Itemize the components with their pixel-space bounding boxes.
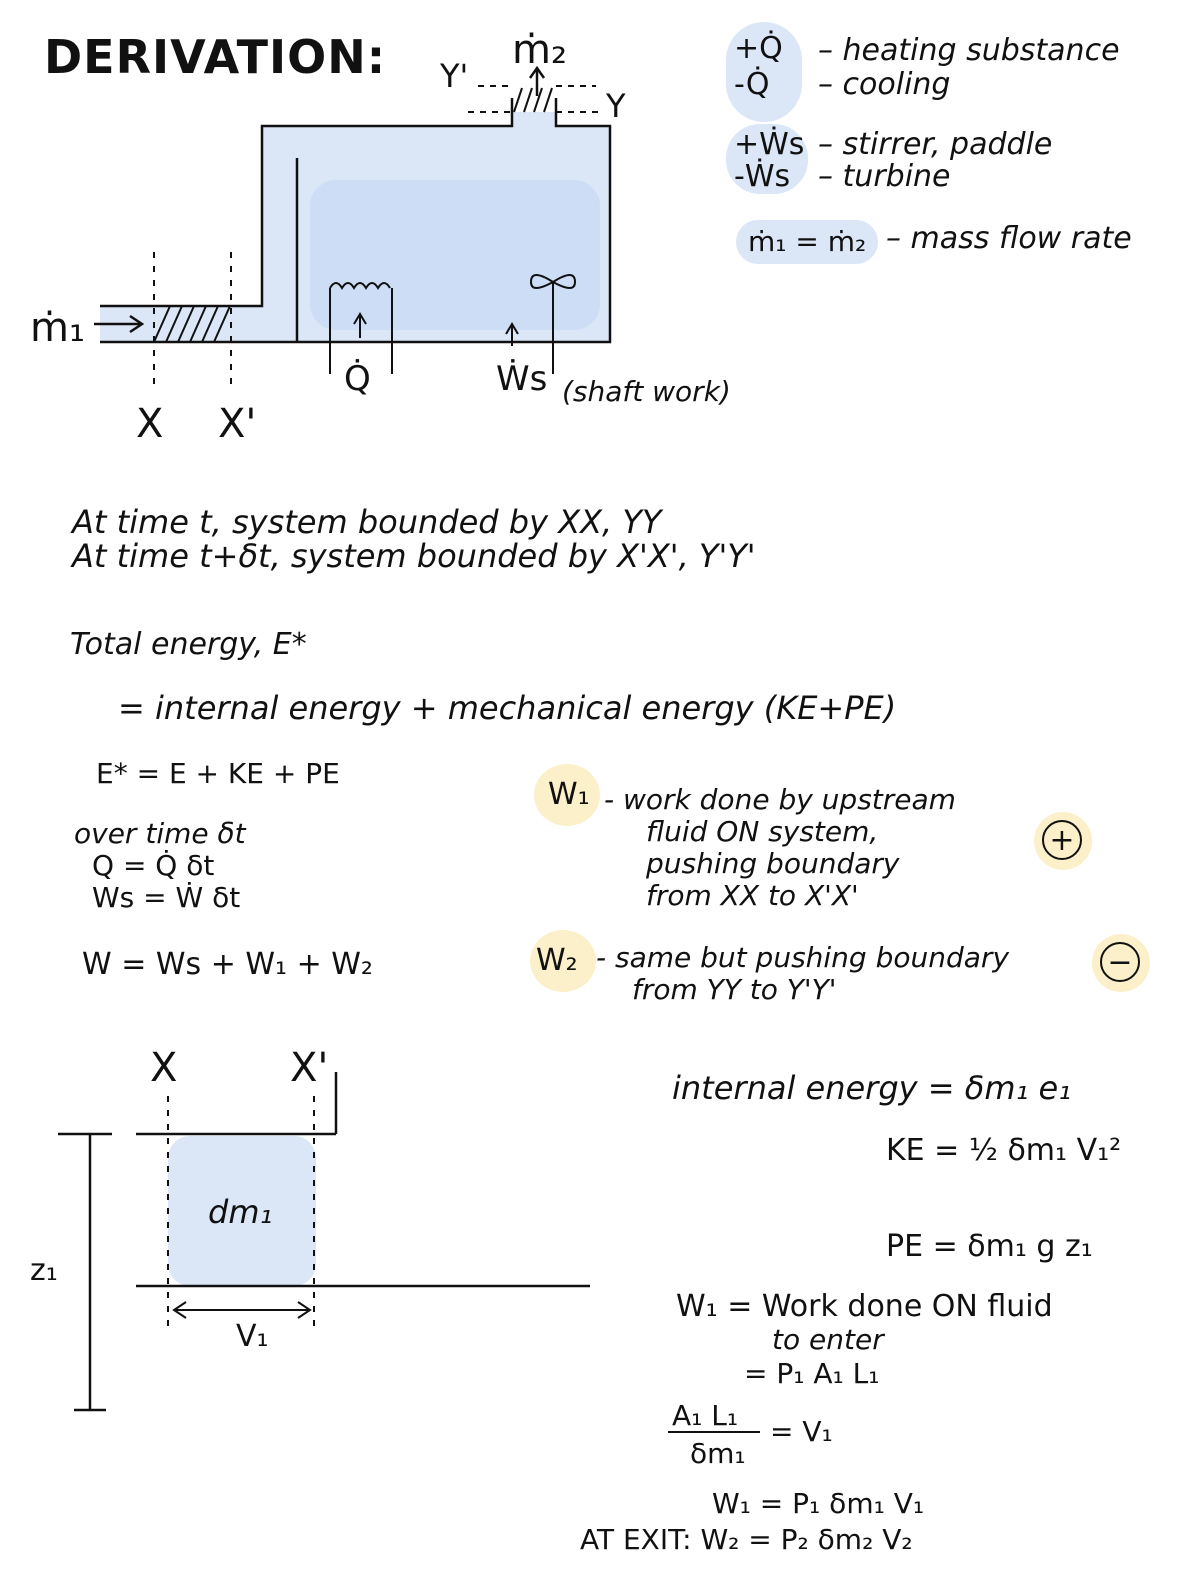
heat-over-time: Q = Q̇ δt <box>92 849 215 882</box>
w1-formula-2: to enter <box>772 1323 884 1356</box>
system-fill-inner <box>310 180 600 330</box>
label-y: Y <box>606 87 626 125</box>
label-x-prime: X' <box>218 401 257 447</box>
legend-sym-heat: +Q̇ <box>734 31 783 66</box>
legend-desc-turbine: – turbine <box>818 159 951 194</box>
legend-desc-mass: – mass flow rate <box>886 221 1132 256</box>
fraction-result: = V₁ <box>770 1415 833 1448</box>
velocity-label: V₁ <box>236 1319 269 1354</box>
inlet-mass-flow-label: ṁ₁ <box>30 305 85 351</box>
slug-label-x: X <box>150 1045 178 1091</box>
w2-symbol: W₂ <box>536 943 578 978</box>
boundary-note-t: At time t, system bounded by XX, YY <box>72 503 662 541</box>
total-energy-heading: Total energy, E* <box>70 627 307 662</box>
exit-work-formula: AT EXIT: W₂ = P₂ δm₂ V₂ <box>580 1523 913 1556</box>
label-y-prime: Y' <box>440 57 469 95</box>
boundary-note-t-dt: At time t+δt, system bounded by X'X', Y'Y' <box>72 537 756 575</box>
w1-result: W₁ = P₁ δm₁ V₁ <box>712 1487 925 1520</box>
outlet-slug <box>514 88 552 112</box>
legend-desc-cool: – cooling <box>818 67 951 102</box>
mass-element-label: dm₁ <box>208 1193 273 1231</box>
fraction-denominator: δm₁ <box>690 1437 746 1470</box>
total-work-equation: W = Ws + W₁ + W₂ <box>82 947 373 982</box>
outlet-mass-flow-label: ṁ₂ <box>512 27 567 73</box>
w2-desc-2: from YY to Y'Y' <box>632 973 837 1006</box>
w1-formula-1: W₁ = Work done ON fluid <box>676 1289 1053 1324</box>
height-label: z₁ <box>30 1253 58 1288</box>
w1-desc-2: fluid ON system, <box>646 815 879 848</box>
legend-sym-mass: ṁ₁ = ṁ₂ <box>736 220 878 264</box>
internal-energy-formula: internal energy = δm₁ e₁ <box>672 1069 1071 1107</box>
total-energy-definition: = internal energy + mechanical energy (KE+PE) <box>118 689 897 727</box>
kinetic-energy-formula: KE = ½ δm₁ V₁² <box>886 1133 1122 1168</box>
legend-sym-turbine: -Ẇs <box>734 159 791 194</box>
w1-desc-1: - work done by upstream <box>604 783 956 816</box>
plus-sign-icon: + <box>1034 812 1092 870</box>
legend-sym-stirrer: +Ẇs <box>734 127 805 162</box>
shaft-work-note: (shaft work) <box>562 375 731 408</box>
over-time-note: over time δt <box>74 817 246 850</box>
legend-desc-stirrer: – stirrer, paddle <box>818 127 1053 162</box>
label-x: X <box>136 401 164 447</box>
shaft-work-over-time: Ws = Ẇ δt <box>92 881 241 914</box>
w1-symbol: W₁ <box>548 777 590 812</box>
w1-desc-3: pushing boundary <box>646 847 900 880</box>
total-energy-equation: E* = E + KE + PE <box>96 757 340 790</box>
fraction-numerator: A₁ L₁ <box>672 1399 739 1432</box>
heat-label: Q̇ <box>344 359 371 399</box>
slug-label-x-prime: X' <box>290 1045 329 1091</box>
legend-desc-heat: – heating substance <box>818 33 1120 68</box>
potential-energy-formula: PE = δm₁ g z₁ <box>886 1229 1093 1264</box>
legend-sym-cool: -Q̇ <box>734 67 770 102</box>
minus-sign-icon: − <box>1092 934 1150 992</box>
page-title: DERIVATION: <box>44 30 387 84</box>
w1-desc-4: from XX to X'X' <box>646 879 859 912</box>
w2-desc-1: - same but pushing boundary <box>596 941 1010 974</box>
w1-formula-3: = P₁ A₁ L₁ <box>744 1357 880 1390</box>
shaft-work-label: Ẇs <box>496 359 548 399</box>
